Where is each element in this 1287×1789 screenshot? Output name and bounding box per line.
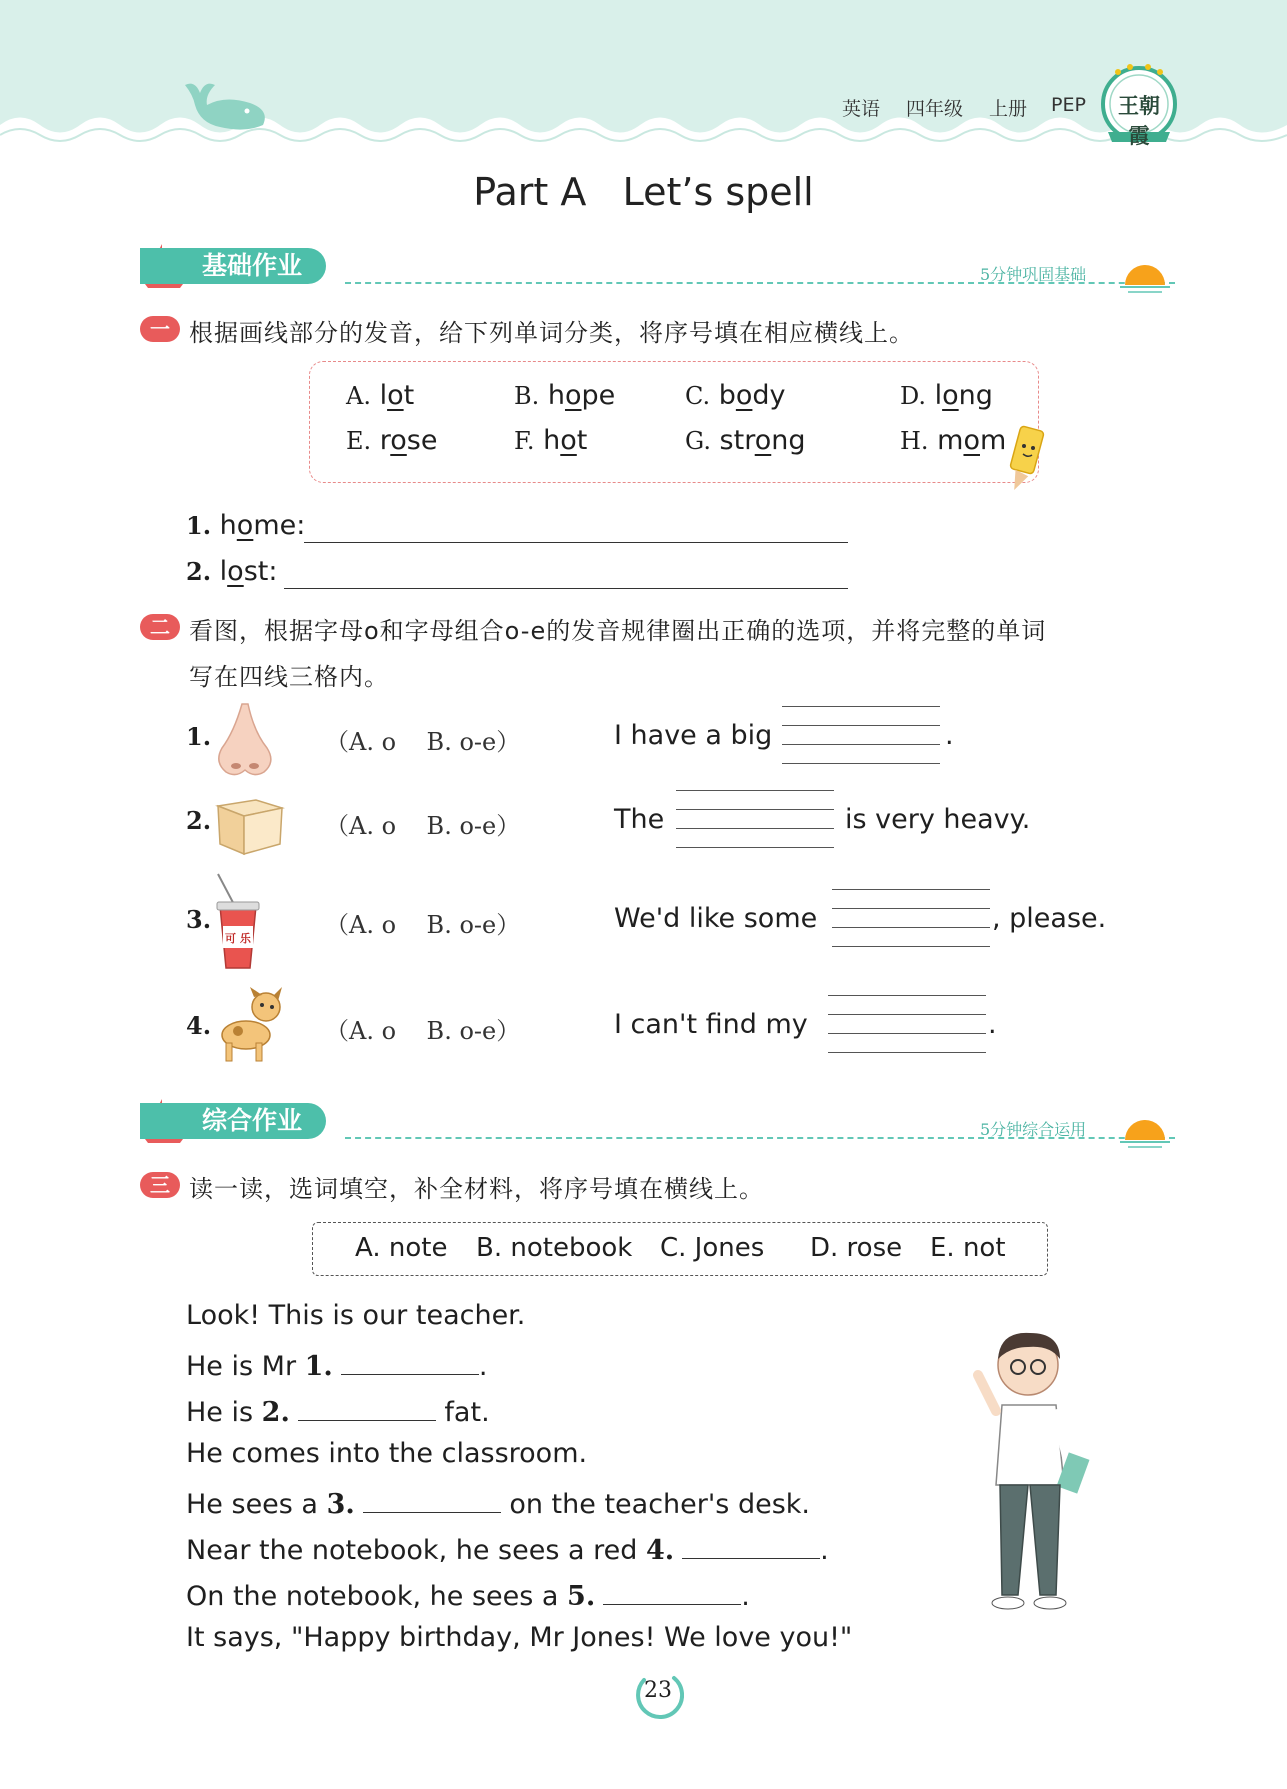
sentence-end: .: [988, 1009, 997, 1040]
story-text-segment: on the teacher's desk.: [500, 1489, 810, 1520]
answer-word: me:: [253, 510, 306, 541]
sun-icon-2: [1120, 1110, 1170, 1150]
word-option-underlined-letter: o: [564, 380, 582, 411]
word-option-letter: H.: [900, 427, 929, 455]
nose-picture: [212, 702, 278, 778]
word-option-letter: B.: [514, 382, 540, 410]
story-text-segment: fat.: [435, 1397, 490, 1428]
word-option-letter: C.: [685, 382, 711, 410]
question-1-instruction: 根据画线部分的发音，给下列单词分类，将序号填在相应横线上。: [189, 319, 914, 347]
word-option-underlined-letter: o: [735, 380, 753, 411]
four-line-grid[interactable]: [832, 889, 990, 947]
word-option-underlined-letter: o: [963, 425, 980, 456]
question-2-instruction-line1: 看图，根据字母o和字母组合o-e的发音规律圈出正确的选项，并将完整的单词: [189, 617, 1047, 645]
word-option-text: str: [719, 425, 755, 456]
story-text-segment: .: [820, 1535, 829, 1566]
story-text-segment: It says, "Happy birthday, Mr Jones! We love you!": [186, 1622, 853, 1653]
story-text-segment: .: [478, 1351, 488, 1382]
word-option-text: l: [379, 380, 388, 411]
story-text-segment: On the notebook, he sees a: [186, 1581, 568, 1612]
header-subject: 英语: [842, 98, 881, 120]
word-option-text: ng: [958, 380, 993, 411]
word-option-text: t: [403, 380, 415, 411]
fill-option: E. not: [930, 1233, 1006, 1263]
item-number: 1.: [186, 722, 212, 751]
question-2-instruction-line2: 写在四线三格内。: [189, 663, 389, 691]
story-text-segment: He is Mr: [186, 1351, 305, 1382]
word-option-underlined-letter: o: [942, 380, 959, 411]
word-option-underlined-letter: o: [754, 425, 772, 456]
story-line: [186, 1622, 852, 1653]
answer-underlined-letter: o: [236, 510, 254, 541]
word-option: [514, 380, 615, 411]
page-title: Part A Let’s spell: [473, 170, 814, 214]
header-edition: PEP: [1051, 94, 1086, 116]
whale-icon: [175, 75, 275, 135]
fill-blank[interactable]: [298, 1392, 436, 1421]
word-option-text: se: [406, 425, 438, 456]
story-line: [186, 1392, 490, 1428]
fill-option: B. notebook: [476, 1233, 633, 1263]
blank-number: 3.: [326, 1489, 355, 1520]
story-text-segment: .: [741, 1581, 750, 1612]
four-line-grid[interactable]: [828, 995, 986, 1053]
sentence-end: .: [945, 720, 954, 751]
story-line: [186, 1530, 829, 1566]
word-option-underlined-letter: o: [390, 425, 407, 456]
answer-number: 2.: [186, 557, 212, 586]
story-text-segment: He is: [186, 1397, 262, 1428]
brand-name: 王朝霞: [1118, 93, 1160, 148]
section-basic-note: 5分钟巩固基础: [980, 265, 1087, 284]
fill-option: A. note: [355, 1233, 448, 1263]
word-option: [900, 380, 993, 411]
question-number-1: 一: [140, 316, 180, 342]
word-option-text: b: [718, 380, 736, 411]
answer-blank-line[interactable]: [304, 542, 848, 543]
header-grade: 四年级: [906, 98, 964, 120]
word-option-text: pe: [581, 380, 616, 411]
item-number: 3.: [186, 905, 212, 934]
story-text-segment: Look! This is our teacher.: [186, 1300, 526, 1331]
word-option-letter: A.: [346, 382, 371, 410]
item-number: 2.: [186, 806, 212, 835]
word-option: [685, 425, 806, 456]
choice-options[interactable]: （A. o B. o-e）: [325, 911, 521, 939]
word-option-letter: F.: [514, 427, 535, 455]
word-option-letter: D.: [900, 382, 927, 410]
word-option-text: ng: [771, 425, 806, 456]
word-option-underlined-letter: o: [387, 380, 404, 411]
sentence-start: The: [614, 804, 665, 835]
four-line-grid[interactable]: [676, 790, 834, 848]
answer-underlined-letter: o: [227, 556, 244, 587]
choice-options[interactable]: （A. o B. o-e）: [325, 1017, 521, 1045]
sentence-start: I have a big: [614, 720, 773, 751]
choice-options[interactable]: （A. o B. o-e）: [325, 812, 521, 840]
word-option-underlined-letter: o: [560, 425, 577, 456]
blank-number: 4.: [645, 1535, 675, 1566]
answer-blank-line[interactable]: [284, 588, 848, 589]
brand-badge: [1100, 62, 1178, 146]
story-line: [186, 1346, 487, 1382]
header-volume: 上册: [989, 98, 1028, 120]
word-option-letter: E.: [346, 427, 372, 455]
four-line-grid[interactable]: [782, 706, 940, 764]
story-line: [186, 1576, 750, 1612]
fill-option: D. rose: [810, 1233, 903, 1263]
fill-blank[interactable]: [682, 1530, 820, 1559]
answer-row: [186, 556, 277, 587]
word-option-letter: G.: [685, 427, 711, 455]
choice-options[interactable]: （A. o B. o-e）: [325, 728, 521, 756]
word-option-text: dy: [752, 380, 786, 411]
pencil-mascot-icon: [1005, 420, 1051, 496]
story-text-segment: Near the notebook, he sees a red: [186, 1535, 646, 1566]
word-option-text: h: [547, 380, 565, 411]
sentence-end: is very heavy.: [845, 804, 1031, 835]
blank-number: 5.: [567, 1581, 596, 1612]
word-option-text: l: [934, 380, 943, 411]
question-number-3: 三: [140, 1172, 180, 1198]
answer-word: st:: [243, 556, 278, 587]
answer-row: [186, 510, 305, 541]
word-option-text: h: [543, 425, 561, 456]
teacher-picture: [970, 1325, 1090, 1615]
blank-number: 1.: [304, 1351, 333, 1382]
word-option: [900, 425, 1006, 456]
section-comprehensive-note: 5分钟综合运用: [980, 1120, 1087, 1139]
fill-option: C. Jones: [660, 1233, 765, 1263]
page-number: 23: [644, 1678, 672, 1703]
word-option-text: m: [980, 425, 1007, 456]
answer-word: h: [219, 510, 237, 541]
story-text-segment: He comes into the classroom.: [186, 1438, 588, 1469]
word-option-text: m: [937, 425, 964, 456]
story-line: [186, 1438, 587, 1469]
word-option-text: t: [576, 425, 588, 456]
story-line: [186, 1484, 810, 1520]
sentence-end: , please.: [992, 903, 1107, 934]
word-option: [685, 380, 786, 411]
question-number-2: 二: [140, 614, 180, 640]
answer-word: l: [219, 556, 228, 587]
word-option-text: r: [379, 425, 391, 456]
word-option: [346, 425, 437, 456]
fill-blank[interactable]: [603, 1576, 741, 1605]
sun-icon: [1120, 255, 1170, 295]
item-number: 4.: [186, 1011, 212, 1040]
story-line: [186, 1300, 525, 1331]
blank-number: 2.: [261, 1397, 290, 1428]
sentence-start: I can't find my: [614, 1009, 808, 1040]
word-option: [514, 425, 587, 456]
section-basic-label: 基础作业: [140, 248, 326, 284]
story-text-segment: He sees a: [186, 1489, 327, 1520]
section-comprehensive-label: 综合作业: [140, 1103, 326, 1139]
sentence-start: We'd like some: [614, 903, 818, 934]
word-option: [346, 380, 414, 411]
question-3-instruction: 读一读，选词填空，补全材料，将序号填在横线上。: [189, 1175, 764, 1203]
fill-blank[interactable]: [363, 1484, 501, 1513]
coke-cup-label: 可 乐: [225, 932, 251, 945]
box-picture: [212, 786, 286, 856]
dog-picture: [210, 985, 286, 1067]
coke-cup-picture: [212, 872, 264, 972]
answer-number: 1.: [186, 511, 212, 540]
fill-blank[interactable]: [341, 1346, 479, 1375]
